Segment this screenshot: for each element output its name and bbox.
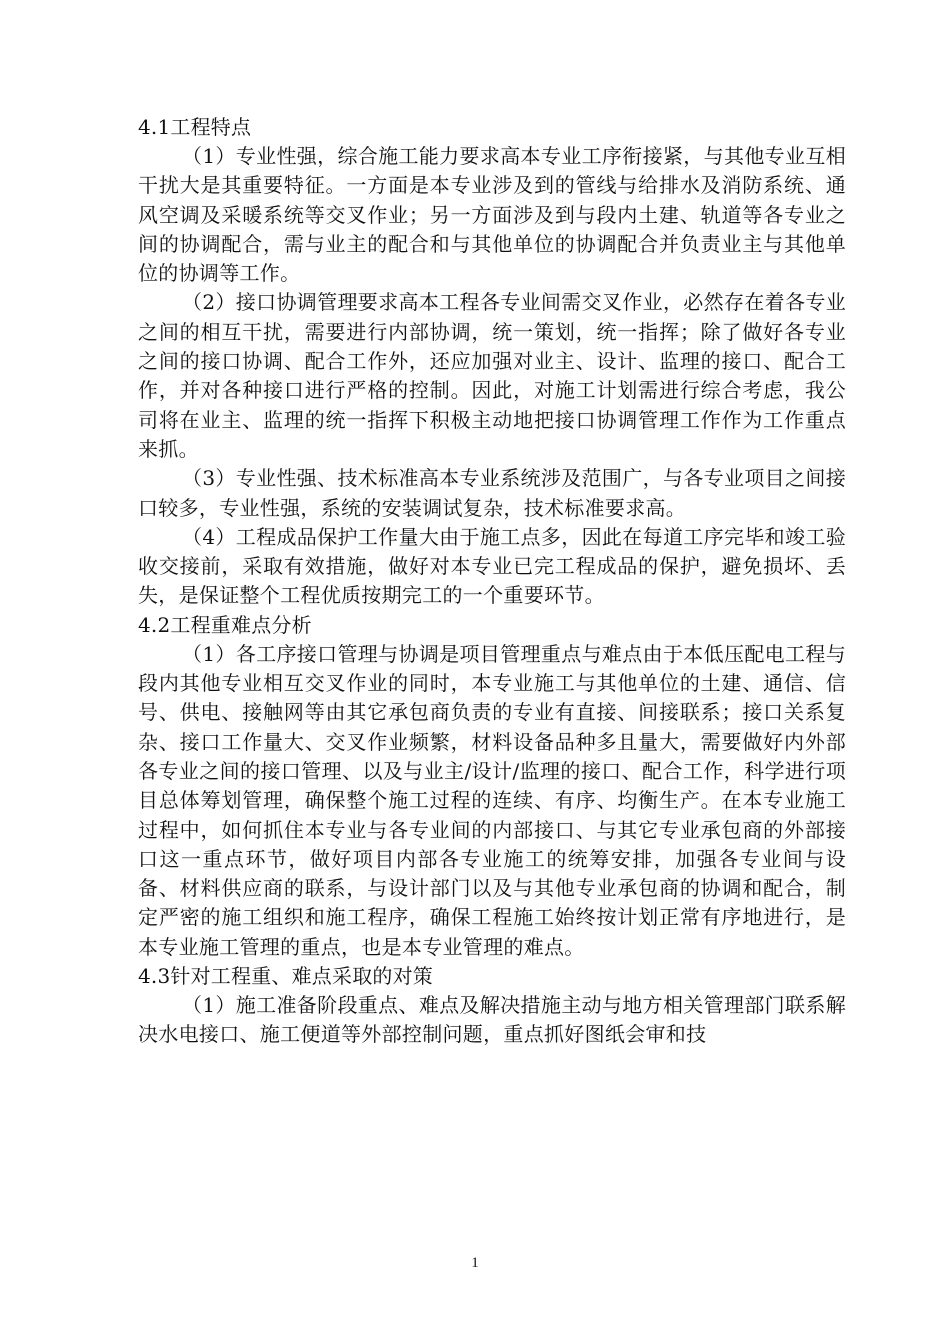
paragraph: （1）各工序接口管理与协调是项目管理重点与难点由于本低压配电工程与段内其他专业相互交叉作业的同时，本专业施工与其他单位的土建、通信、信号、供电、接触网等由其它承包商负责的专业有直接、间接联系；接口关系复杂、接口工作量大、交叉作业频繁，材料设备品种多且量大，需要做好内外部各专业之间的接口管理、以及与业主/设计/监理的接口、配合工作，科学进行项目总体筹划管理，确保整个施工过程的连续、有序、均衡生产。在本专业施工过程中，如何抓住本专业与各专业间的内部接口、与其它专业承包商的外部接口这一重点环节，做好项目内部各专业施工的统筹安排，加强各专业间与设备、材料供应商的联系，与设计部门以及与其他专业承包商的协调和配合，制定严密的施工组织和施工程序，确保工程施工始终按计划正常有序地进行，是本专业施工管理的重点，也是本专业管理的难点。 bbox=[138, 641, 846, 959]
section-heading: 4.3针对工程重、难点采取的对策 bbox=[138, 964, 434, 989]
section-4-1 bbox=[138, 113, 846, 611]
paragraph: （1）专业性强，综合施工能力要求高本专业工序衔接紧，与其他专业互相干扰大是其重要特征。一方面是本专业涉及到的管线与给排水及消防系统、通风空调及采暖系统等交叉作业；另一方面涉及到与段内土建、轨道等各专业之间的协调配合，需与业主的配合和与其他单位的协调配合并负责业主与其他单位的协调等工作。 bbox=[138, 144, 846, 286]
section-4-2 bbox=[138, 611, 846, 962]
paragraph: （1）施工准备阶段重点、难点及解决措施主动与地方相关管理部门联系解决水电接口、施工便道等外部控制问题，重点抓好图纸会审和技 bbox=[138, 993, 846, 1047]
section-heading: 4.1工程特点 bbox=[138, 115, 252, 139]
document-body bbox=[138, 113, 846, 1050]
section-heading: 4.2工程重难点分析 bbox=[138, 612, 312, 637]
paragraph: （3）专业性强、技术标准高本专业系统涉及范围广，与各专业项目之间接口较多，专业性强，系统的安装调试复杂，技术标准要求高。 bbox=[138, 466, 846, 520]
paragraph: （2）接口协调管理要求高本工程各专业间需交叉作业，必然存在着各专业之间的相互干扰，需要进行内部协调，统一策划，统一指挥；除了做好各专业之间的接口协调、配合工作外，还应加强对业主、设计、监理的接口、配合工作，并对各种接口进行严格的控制。因此，对施工计划需进行综合考虑，我公司将在业主、监理的统一指挥下积极主动地把接口协调管理工作作为工作重点来抓。 bbox=[138, 290, 846, 461]
paragraph: （4）工程成品保护工作量大由于施工点多，因此在每道工序完毕和竣工验收交接前，采取有效措施，做好对本专业已完工程成品的保护，避免损坏、丢失，是保证整个工程优质按期完工的一个重要环节。 bbox=[138, 524, 846, 608]
page-number: 1 bbox=[471, 1255, 479, 1271]
section-4-3 bbox=[138, 962, 846, 1050]
